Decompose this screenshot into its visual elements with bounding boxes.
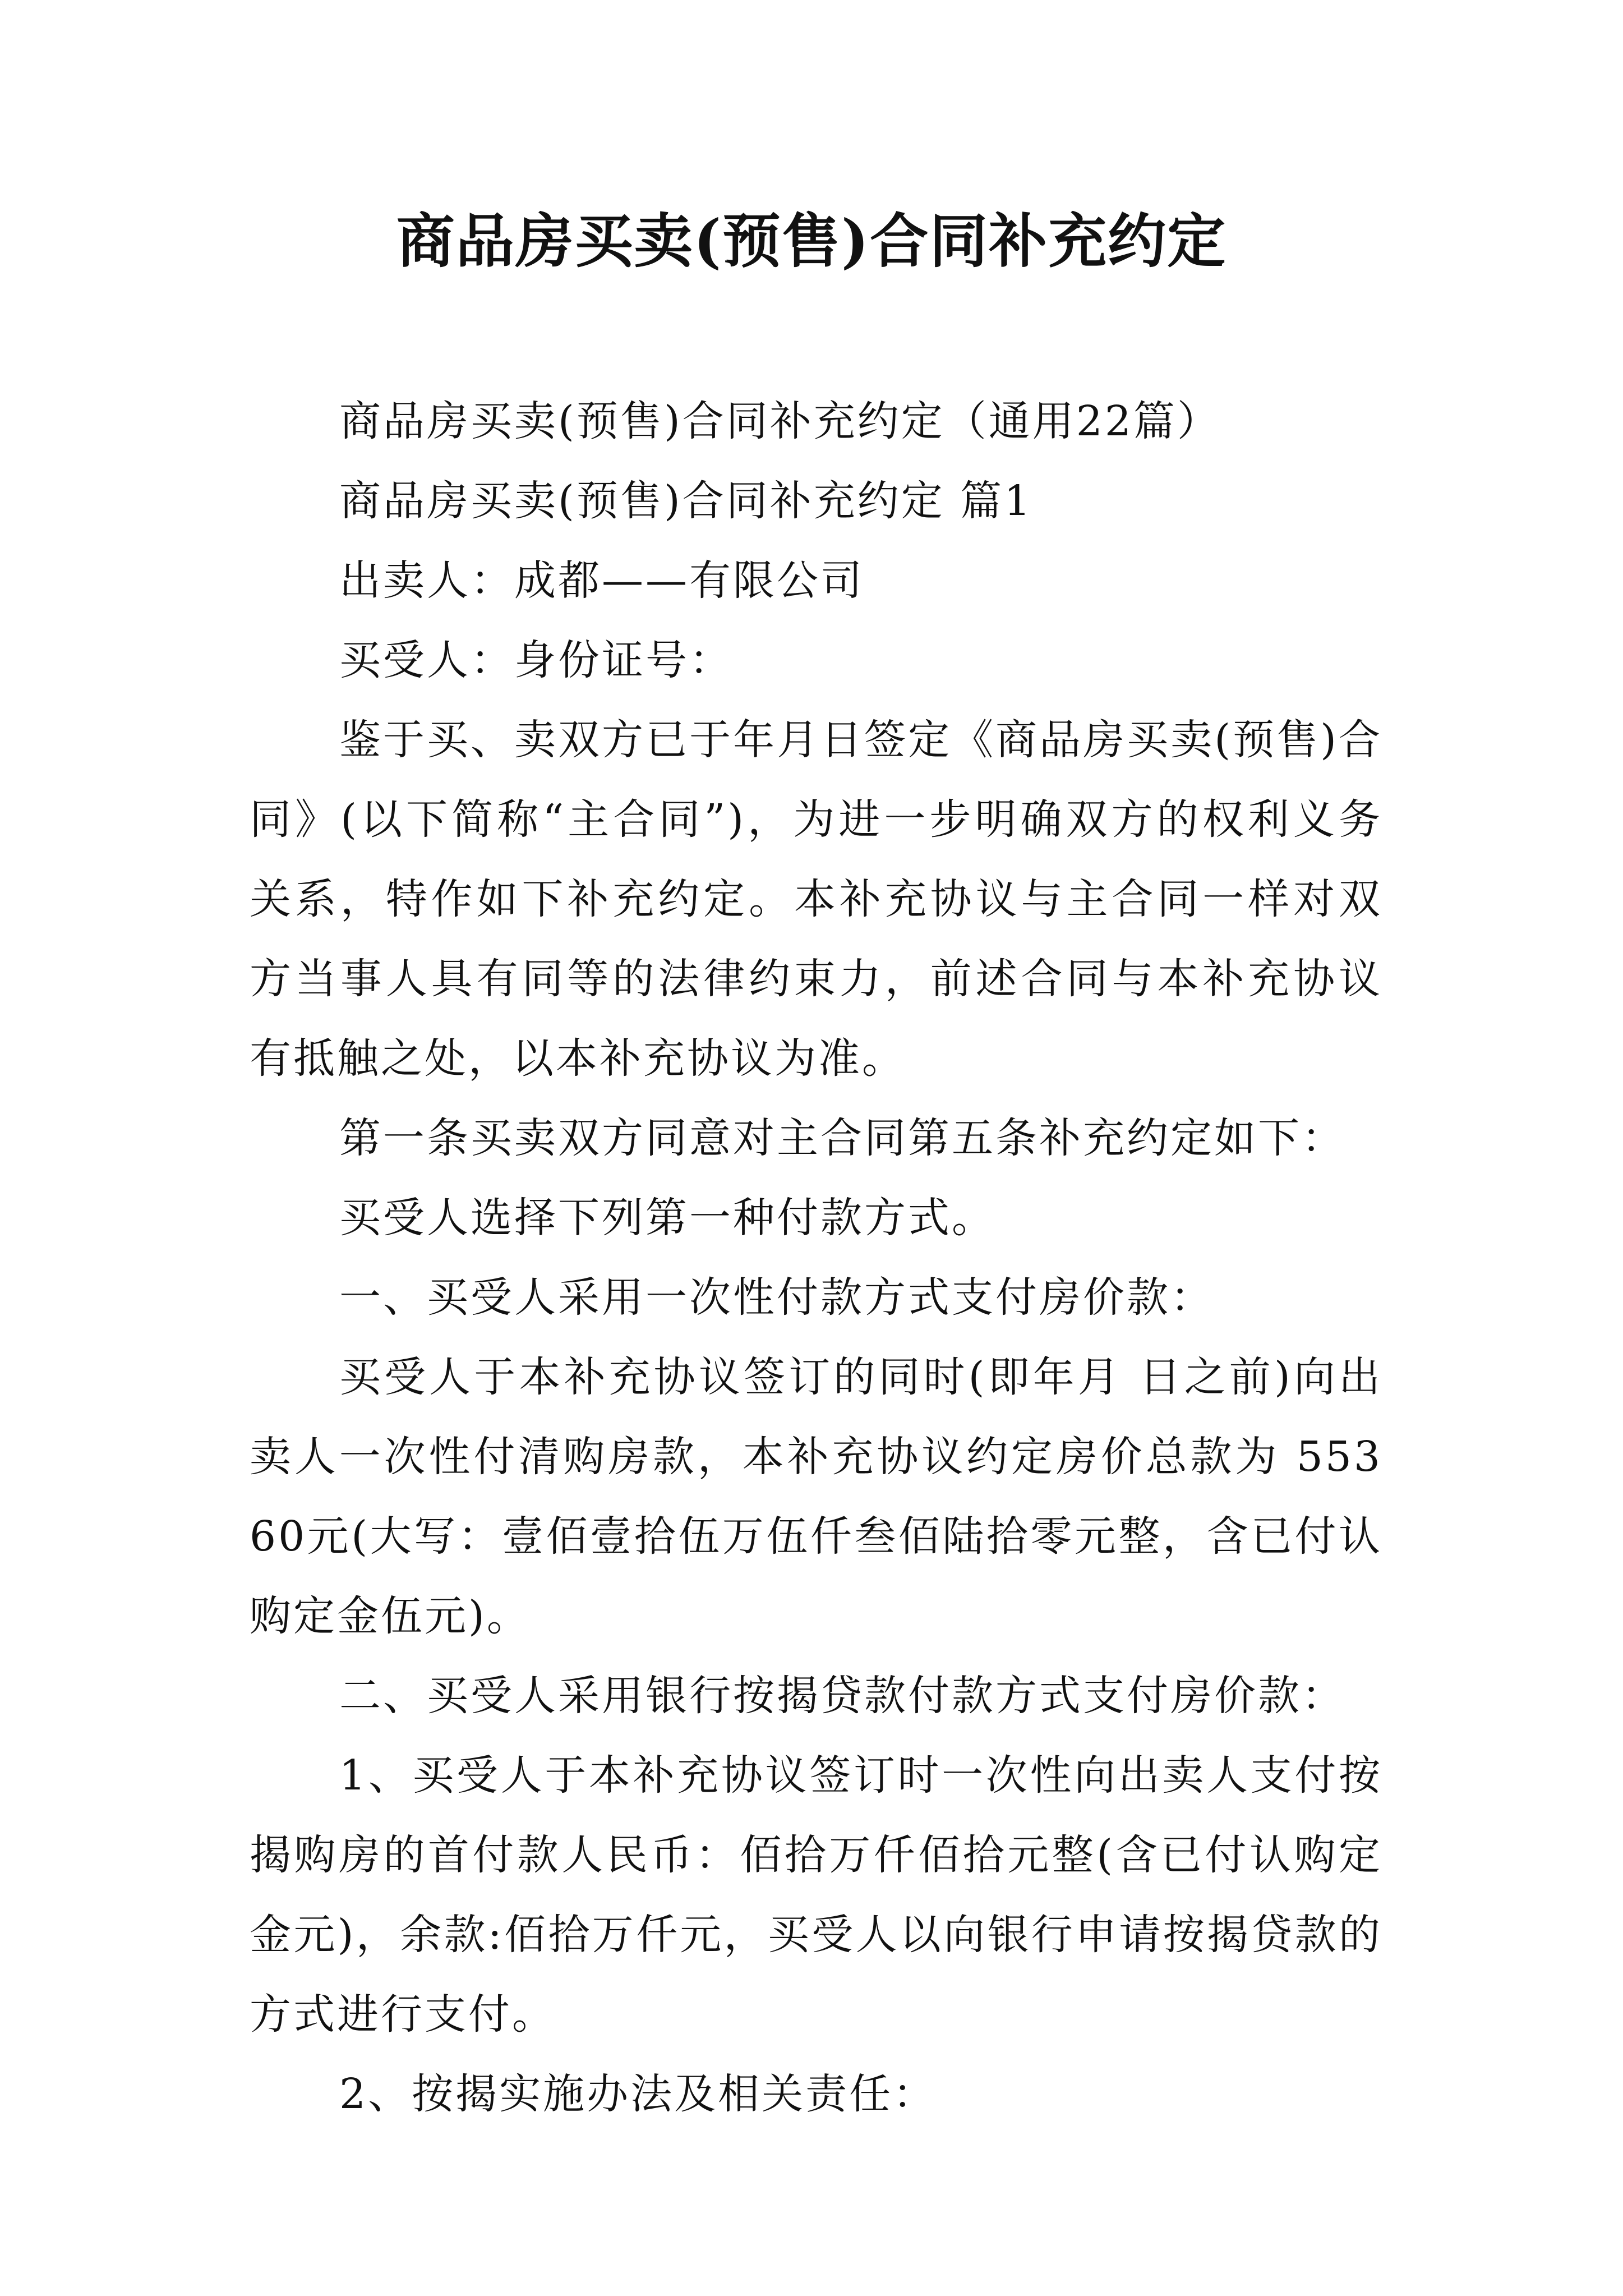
- paragraph-option-1: 一、买受人采用一次性付款方式支付房价款：: [339, 1273, 1214, 1322]
- paragraph-option-2-item-1: 1、买受人于本补充协议签订时一次性向出卖人支付按揭购房的首付款人民币：佰拾万仟佰拾元整(含已付认购定金元)，余款:佰拾万仟元，买受人以向银行申请按揭贷款的方式进行支付。: [250, 1751, 1382, 2039]
- paragraph-buyer: 买受人：身份证号：: [339, 636, 733, 684]
- document-body: [250, 381, 1382, 2134]
- paragraph-preamble: 鉴于买、卖双方已于年月日签定《商品房买卖(预售)合同》(以下简称“主合同”)，为进一步明确双方的权利义务关系，特作如下补充约定。本补充协议与主合同一样对双方当事人具有同等的法律约束力，前述合同与本补充协议有抵触之处，以本补充协议为准。: [250, 716, 1382, 1083]
- document-title: 商品房买卖(预售)合同补充约定: [396, 206, 1227, 275]
- paragraph-payment-choice: 买受人选择下列第一种付款方式。: [339, 1194, 995, 1242]
- paragraph-section-heading: 商品房买卖(预售)合同补充约定 篇1: [339, 477, 1033, 525]
- paragraph-option-2: 二、买受人采用银行按揭贷款付款方式支付房价款：: [339, 1672, 1345, 1720]
- paragraph-option-1-detail: 买受人于本补充协议签订的同时(即年月 日之前)向出卖人一次性付清购房款，本补充协议约定房价总款为 55360元(大写：壹佰壹拾伍万伍仟叁佰陆拾零元整，含已付认购定金伍元)。: [250, 1353, 1382, 1640]
- paragraph-option-2-item-2: 2、按揭实施办法及相关责任：: [339, 2070, 937, 2118]
- paragraph-seller: 出卖人：成都——有限公司: [339, 556, 864, 605]
- paragraph-article-1: 第一条买卖双方同意对主合同第五条补充约定如下：: [339, 1114, 1345, 1162]
- paragraph-subtitle: 商品房买卖(预售)合同补充约定（通用22篇）: [339, 397, 1221, 445]
